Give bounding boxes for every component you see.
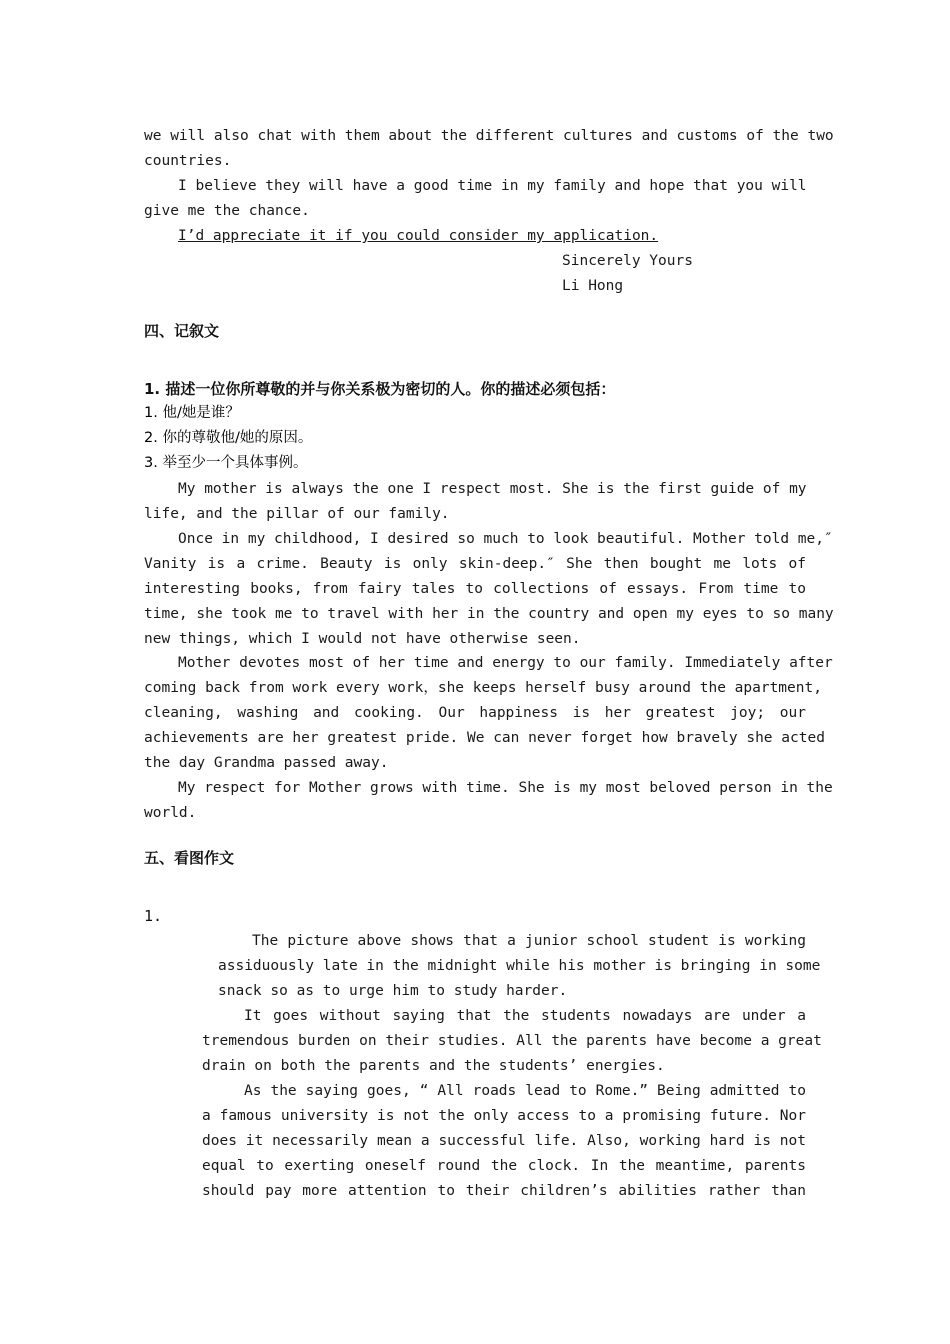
picture-essay-line: tremendous burden on their studies. All the parents have become a great bbox=[202, 1033, 822, 1049]
picture-essay-line: equal to exerting oneself round the clock. In the meantime, parents bbox=[202, 1158, 806, 1174]
letter-line: I believe they will have a good time in my family and hope that you will bbox=[178, 178, 807, 194]
picture-essay-line: drain on both the parents and the students’ energies. bbox=[202, 1058, 665, 1074]
letter-underlined-line: I’d appreciate it if you could consider my application. bbox=[178, 228, 659, 244]
essay-line: My respect for Mother grows with time. She is my most beloved person in the bbox=[178, 780, 833, 796]
letter-signature: Li Hong bbox=[562, 278, 624, 294]
essay-line: the day Grandma passed away. bbox=[144, 755, 389, 771]
section-heading: 五、看图作文 bbox=[144, 849, 235, 867]
picture-essay-line: should pay more attention to their children’s abilities rather than bbox=[202, 1183, 806, 1199]
picture-essay-line: does it necessarily mean a successful life. Also, working hard is not bbox=[202, 1133, 806, 1149]
letter-underlined-line-wrap bbox=[144, 224, 806, 249]
letter-line: countries. bbox=[144, 153, 232, 169]
essay-line: time, she took me to travel with her in the country and open my eyes to so many bbox=[144, 606, 834, 622]
essay-line: coming back from work every work，she keeps herself busy around the apartment, bbox=[144, 680, 822, 696]
essay-line: My mother is always the one I respect most. She is the first guide of my bbox=[178, 481, 807, 497]
task-title: 1. 描述一位你所尊敬的并与你关系极为密切的人。你的描述必须包括： bbox=[144, 380, 616, 398]
essay-line: life, and the pillar of our family. bbox=[144, 506, 450, 522]
letter-line: we will also chat with them about the different cultures and customs of the two bbox=[144, 128, 834, 144]
picture-essay-line: It goes without saying that the students nowadays are under a bbox=[244, 1008, 806, 1024]
essay-line: cleaning, washing and cooking. Our happiness is her greatest joy; our bbox=[144, 705, 806, 721]
essay-line: Mother devotes most of her time and energy to our family. Immediately after bbox=[178, 655, 833, 671]
picture-essay-line: The picture above shows that a junior school student is working bbox=[252, 933, 806, 949]
picture-essay-line: a famous university is not the only access to a promising future. Nor bbox=[202, 1108, 806, 1124]
essay-line: Once in my childhood, I desired so much to look beautiful. Mother told me,″ bbox=[178, 531, 833, 547]
picture-essay-line: As the saying goes, “ All roads lead to Rome.” Being admitted to bbox=[244, 1083, 806, 1099]
picture-essay-line: assiduously late in the midnight while his mother is bringing in some bbox=[218, 958, 821, 974]
requirement-item: 2. 你的尊敬他/她的原因。 bbox=[144, 430, 313, 446]
requirement-item: 1. 他/她是谁？ bbox=[144, 405, 240, 421]
item-number: 1. bbox=[144, 907, 163, 925]
essay-line: achievements are her greatest pride. We can never forget how bravely she acted bbox=[144, 730, 825, 746]
section-heading: 四、记叙文 bbox=[144, 322, 220, 340]
essay-line: interesting books, from fairy tales to collections of essays. From time to bbox=[144, 581, 806, 597]
requirement-item: 3. 举至少一个具体事例。 bbox=[144, 455, 308, 471]
essay-line: Vanity is a crime. Beauty is only skin-deep.″ She then bought me lots of bbox=[144, 556, 806, 572]
essay-line: new things, which I would not have otherwise seen. bbox=[144, 631, 581, 647]
letter-closing: Sincerely Yours bbox=[562, 253, 693, 269]
picture-essay-line: snack so as to urge him to study harder. bbox=[218, 983, 568, 999]
essay-line: world. bbox=[144, 805, 197, 821]
letter-line: give me the chance. bbox=[144, 203, 310, 219]
